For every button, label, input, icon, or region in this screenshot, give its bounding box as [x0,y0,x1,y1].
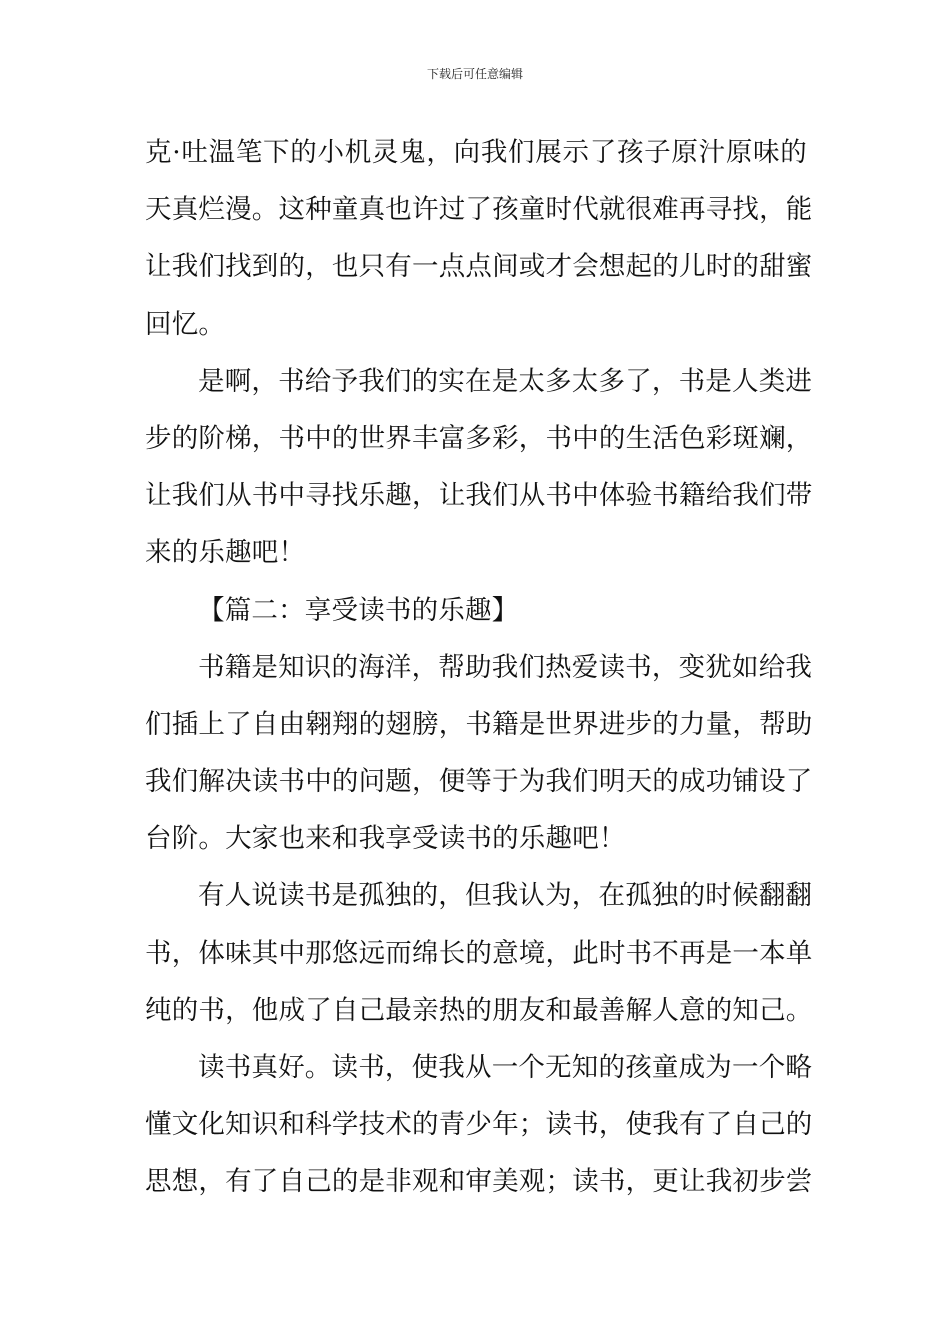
section-heading: 【篇二：享受读书的乐趣】 [198,594,519,626]
text-line: 回忆。 [145,308,226,340]
text-line: 步的阶梯，书中的世界丰富多彩，书中的生活色彩斑斓， [145,422,813,454]
document-body [145,124,813,1211]
text-line: 懂文化知识和科学技术的青少年；读书，使我有了自己的 [145,1109,813,1141]
text-line: 来的乐趣吧！ [145,537,306,569]
text-line: 纯的书，他成了自己最亲热的朋友和最善解人意的知己。 [145,994,813,1026]
text-line: 天真烂漫。这种童真也许过了孩童时代就很难再寻找，能 [145,194,813,226]
text-line: 是啊，书给予我们的实在是太多太多了，书是人类进 [198,365,813,397]
text-line: 台阶。大家也来和我享受读书的乐趣吧！ [145,823,626,855]
text-line: 我们解决读书中的问题，便等于为我们明天的成功铺设了 [145,766,813,798]
text-line: 让我们从书中寻找乐趣，让我们从书中体验书籍给我们带 [145,480,813,512]
page-header: 下载后可任意编辑 [426,67,523,81]
text-line: 们插上了自由翱翔的翅膀，书籍是世界进步的力量，帮助 [145,708,813,740]
text-line: 思想，有了自己的是非观和审美观；读书，更让我初步尝 [145,1166,813,1198]
text-line: 书，体味其中那悠远而绵长的意境，此时书不再是一本单 [145,937,813,969]
text-line: 克·吐温笔下的小机灵鬼，向我们展示了孩子原汁原味的 [145,137,807,168]
text-line: 读书真好。读书，使我从一个无知的孩童成为一个略 [198,1052,813,1083]
text-line: 有人说读书是孤独的，但我认为，在孤独的时候翻翻 [198,880,813,912]
text-line: 书籍是知识的海洋，帮助我们热爱读书，变犹如给我 [198,651,813,683]
text-line: 让我们找到的，也只有一点点间或才会想起的儿时的甜蜜 [145,251,813,283]
